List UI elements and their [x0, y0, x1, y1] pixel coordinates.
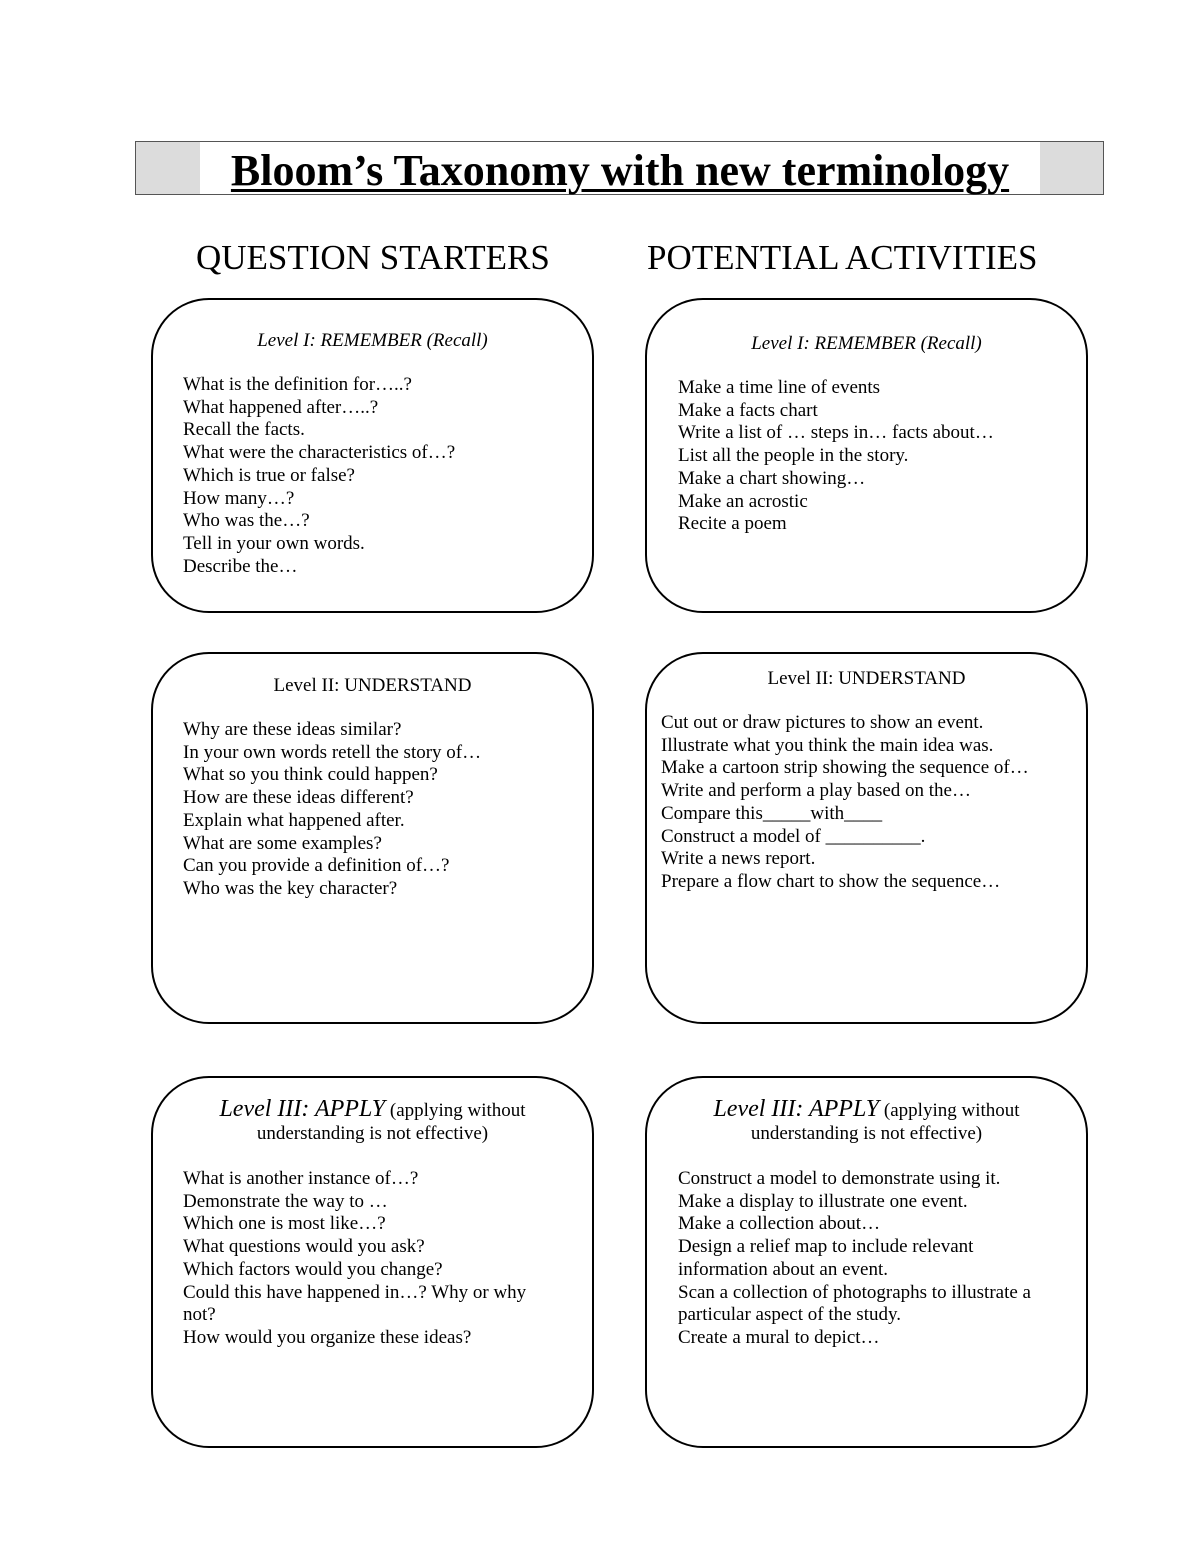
card-title	[647, 1096, 1086, 1145]
question-item: What were the characteristics of…?	[183, 442, 456, 464]
question-item: Which one is most like…?	[183, 1213, 386, 1235]
card-title-note-line2: understanding is not effective)	[750, 1123, 983, 1144]
question-item: How would you organize these ideas?	[183, 1326, 472, 1348]
card-understand-questions	[151, 652, 594, 1024]
activity-item: Make a chart showing…	[678, 467, 866, 489]
activity-item: Illustrate what you think the main idea was.	[661, 734, 994, 756]
question-item: Which factors would you change?	[183, 1258, 443, 1280]
activity-item: Create a mural to depict…	[678, 1326, 880, 1348]
question-item: Who was the key character?	[183, 877, 398, 899]
question-item: Why are these ideas similar?	[183, 719, 402, 740]
activity-item: Construct a model to demonstrate using it.	[678, 1168, 1001, 1189]
activity-item: Cut out or draw pictures to show an event.	[661, 712, 984, 733]
column-heading-potential-activities: POTENTIAL ACTIVITIES	[647, 238, 1038, 277]
activity-list	[678, 377, 1078, 536]
activity-item: Write a news report.	[661, 848, 816, 870]
question-list	[183, 719, 583, 901]
question-item: Demonstrate the way to …	[183, 1190, 388, 1212]
question-item: Explain what happened after.	[183, 809, 405, 831]
card-apply-activities	[645, 1076, 1088, 1448]
card-title: Level I: REMEMBER (Recall)	[751, 333, 982, 354]
question-item: What are some examples?	[183, 832, 382, 854]
card-title-note-line2: understanding is not effective)	[256, 1123, 489, 1144]
question-item: How are these ideas different?	[183, 787, 414, 809]
activity-item: Make a cartoon strip showing the sequence of…	[661, 757, 1029, 779]
activity-item: Make a time line of events	[678, 377, 881, 398]
title-panel	[200, 141, 1040, 195]
question-item: Could this have happened in…? Why or why not?	[183, 1281, 527, 1326]
activity-list	[678, 1168, 1050, 1350]
card-title: Level II: UNDERSTAND	[273, 675, 472, 696]
activity-item: Construct a model of __________.	[661, 825, 926, 847]
activity-item: Recite a poem	[678, 513, 787, 535]
card-title-note: (applying without	[883, 1100, 1020, 1121]
question-item: Describe the…	[183, 555, 298, 577]
question-list	[183, 1168, 558, 1350]
activity-list	[661, 712, 1081, 894]
activity-item: Prepare a flow chart to show the sequence…	[661, 870, 1001, 892]
activity-item: Scan a collection of photographs to illustrate a particular aspect of the study.	[678, 1281, 1031, 1326]
page-title: Bloom’s Taxonomy with new terminology	[230, 146, 1010, 195]
column-heading-question-starters: QUESTION STARTERS	[196, 238, 550, 277]
question-item: What questions would you ask?	[183, 1236, 425, 1258]
question-item: What so you think could happen?	[183, 764, 438, 786]
activity-item: Design a relief map to include relevant information about an event.	[678, 1236, 974, 1280]
title-banner	[135, 141, 1104, 195]
card-remember-activities	[645, 298, 1088, 613]
activity-item: Write and perform a play based on the…	[661, 780, 971, 802]
question-item: Who was the…?	[183, 510, 310, 532]
question-item: What is another instance of…?	[183, 1168, 419, 1189]
card-apply-questions	[151, 1076, 594, 1448]
question-item: Which is true or false?	[183, 464, 355, 486]
card-title	[153, 1096, 592, 1145]
card-title-level: Level III: APPLY	[219, 1096, 386, 1122]
card-remember-questions	[151, 298, 594, 613]
question-item: How many…?	[183, 487, 295, 509]
question-item: What is the definition for…..?	[183, 374, 412, 395]
activity-item: List all the people in the story.	[678, 445, 909, 467]
activity-item: Write a list of … steps in… facts about…	[678, 422, 994, 444]
activity-item: Compare this_____with____	[661, 802, 883, 824]
question-item: What happened after…..?	[183, 396, 379, 418]
question-item: Tell in your own words.	[183, 532, 365, 554]
card-title: Level I: REMEMBER (Recall)	[257, 330, 488, 351]
question-item: Can you provide a definition of…?	[183, 855, 450, 877]
card-title-level: Level III: APPLY	[713, 1096, 880, 1122]
question-item: In your own words retell the story of…	[183, 741, 482, 763]
activity-item: Make a facts chart	[678, 399, 818, 421]
card-understand-activities	[645, 652, 1088, 1024]
question-list	[183, 374, 583, 578]
question-item: Recall the facts.	[183, 419, 305, 441]
card-title: Level II: UNDERSTAND	[767, 668, 966, 689]
activity-item: Make an acrostic	[678, 490, 808, 512]
activity-item: Make a display to illustrate one event.	[678, 1190, 968, 1212]
card-title-note: (applying without	[389, 1100, 526, 1121]
activity-item: Make a collection about…	[678, 1213, 881, 1235]
